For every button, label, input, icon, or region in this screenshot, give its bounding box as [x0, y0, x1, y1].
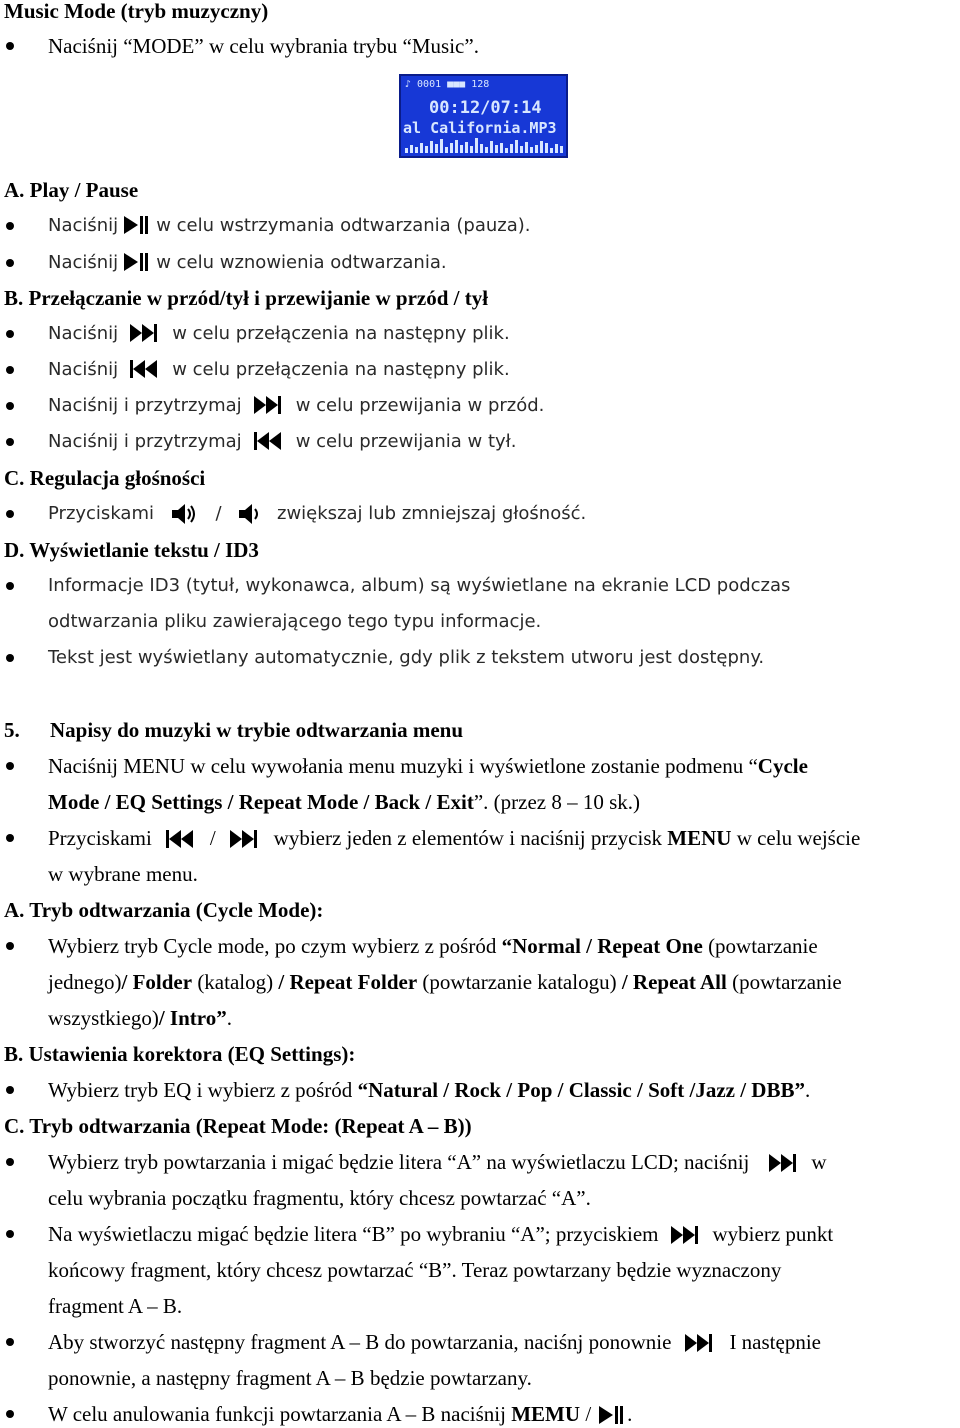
- list-item-continuation: fragment A – B.: [48, 1294, 183, 1318]
- previous-track-icon: [130, 360, 160, 380]
- lcd-track: al California.MP3: [403, 119, 557, 137]
- play-pause-icon: [599, 1406, 625, 1426]
- section-a-heading: A. Play / Pause: [4, 178, 139, 202]
- lcd-screen-image: [399, 74, 568, 158]
- next-track-icon: [230, 830, 260, 850]
- previous-track-icon: [166, 830, 196, 850]
- equalizer-bars: [405, 137, 563, 153]
- next-track-icon: [130, 324, 160, 344]
- previous-track-icon: [254, 432, 284, 452]
- section-d-heading: D. Wyświetlanie tekstu / ID3: [4, 538, 259, 562]
- next-track-icon: [769, 1154, 799, 1174]
- list-item-continuation: jednego)/ Folder (katalog) / Repeat Folder (powtarzanie katalogu) / Repeat All (powtarzanie: [48, 970, 842, 994]
- subsection-c-heading: C. Tryb odtwarzania (Repeat Mode: (Repeat A – B)): [4, 1114, 472, 1138]
- next-track-icon: [254, 396, 284, 416]
- next-track-icon: [685, 1334, 715, 1354]
- next-track-icon: [671, 1226, 701, 1246]
- section-c-heading: C. Regulacja głośności: [4, 466, 206, 490]
- section-b-heading: B. Przełączanie w przód/tył i przewijanie w przód / tył: [4, 286, 489, 310]
- list-item-continuation: ponownie, a następny fragment A – B będzie powtarzany.: [48, 1366, 532, 1390]
- lcd-status-row: ♪ 0001 ■■■ 128: [405, 79, 490, 90]
- list-item-continuation: w wybrane menu.: [48, 862, 198, 886]
- list-item-continuation: odtwarzania pliku zawierającego tego typu informacje.: [48, 611, 542, 632]
- play-pause-icon: [124, 216, 150, 236]
- subsection-b-heading: B. Ustawienia korektora (EQ Settings):: [4, 1042, 356, 1066]
- volume-down-icon: [237, 503, 261, 525]
- section-5-heading: 5. Napisy do muzyki w trybie odtwarzania menu: [4, 718, 464, 742]
- page-title: Music Mode (tryb muzyczny): [4, 0, 269, 23]
- play-pause-icon: [124, 253, 150, 273]
- list-item-continuation: wszystkiego)/ Intro”.: [48, 1006, 232, 1030]
- list-item-continuation: końcowy fragment, który chcesz powtarzać “B”. Teraz powtarzany będzie wyznaczony: [48, 1258, 782, 1282]
- lcd-time: 00:12/07:14: [429, 98, 542, 118]
- list-item-continuation: Mode / EQ Settings / Repeat Mode / Back / Exit”. (przez 8 – 10 sk.): [48, 790, 641, 814]
- volume-up-icon: [170, 503, 200, 525]
- subsection-a-heading: A. Tryb odtwarzania (Cycle Mode):: [4, 898, 324, 922]
- list-item-continuation: celu wybrania początku fragmentu, który chcesz powtarzać “A”.: [48, 1186, 591, 1210]
